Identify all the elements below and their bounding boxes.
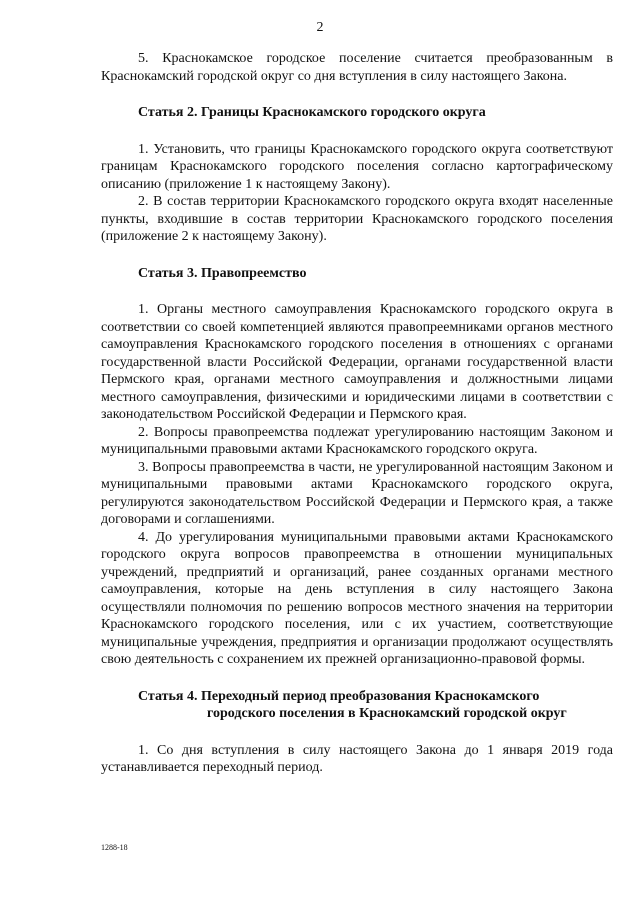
document-body bbox=[101, 50, 613, 777]
article-4-heading bbox=[101, 688, 613, 723]
article-2-item-1: 1. Установить, что границы Краснокамского городского округа соответствуют границам Краснокамского городского поселения согласно картографическому описанию (приложение 1 к настоящему Закону). bbox=[101, 141, 613, 192]
page-number: 2 bbox=[316, 20, 324, 35]
paragraph-intro-5: 5. Краснокамское городское поселение считается преобразованным в Краснокамский городской округ со дня вступления в силу настоящего Закона. bbox=[101, 51, 613, 84]
article-4-heading-line-2: городского поселения в Краснокамский городской округ bbox=[207, 706, 567, 721]
article-3-heading: Статья 3. Правопреемство bbox=[138, 265, 307, 281]
document-code: 1288-18 bbox=[101, 843, 128, 852]
article-4-heading-line-1: Статья 4. Переходный период преобразования Краснокамского bbox=[138, 688, 540, 704]
article-2-heading: Статья 2. Границы Краснокамского городского округа bbox=[138, 105, 486, 120]
article-3-item-4: 4. До урегулирования муниципальными правовыми актами Краснокамского городского округа вопросов правопреемства в отношении муниципальных учреждений, предприятий и организаций, ранее созданных органами местного самоуправления, которые на день вступления в силу настоящего Закона осуществляли полномочия по решению вопросов местного значения на территории Краснокамского городского поселения, или с их участием, соответствующие муниципальные учреждения, предприятия и организации продолжают осуществлять свою деятельность с сохранением их прежней организационно-правовой формы. bbox=[101, 529, 613, 667]
article-3-item-1: 1. Органы местного самоуправления Краснокамского городского округа в соответствии со своей компетенцией являются правопреемниками органов местного самоуправления Краснокамского городского поселения в отношениях с органами государственной власти Российской Федерации, органами государственной власти Пермского края, органами местного самоуправления и должностными лицами местного самоуправления, физическими и юридическими лицами в соответствии с законодательством Российской Федерации и Пермского края. bbox=[101, 302, 613, 422]
article-2-item-2: 2. В состав территории Краснокамского городского округа входят населенные пункты, входившие в состав территории Краснокамского городского поселения (приложение 2 к настоящему Закону). bbox=[101, 194, 613, 244]
article-3-item-3: 3. Вопросы правопреемства в части, не урегулированной настоящим Законом и муниципальными правовыми актами Краснокамского городского округа, регулируются законодательством Российской Федерации и Пермского края, а также договорами и соглашениями. bbox=[101, 459, 613, 527]
article-3-item-2: 2. Вопросы правопреемства подлежат урегулированию настоящим Законом и муниципальными правовыми актами Краснокамского городского округа. bbox=[101, 424, 613, 457]
article-4-item-1: 1. Со дня вступления в силу настоящего Закона до 1 января 2019 года устанавливается переходный период. bbox=[101, 742, 613, 775]
